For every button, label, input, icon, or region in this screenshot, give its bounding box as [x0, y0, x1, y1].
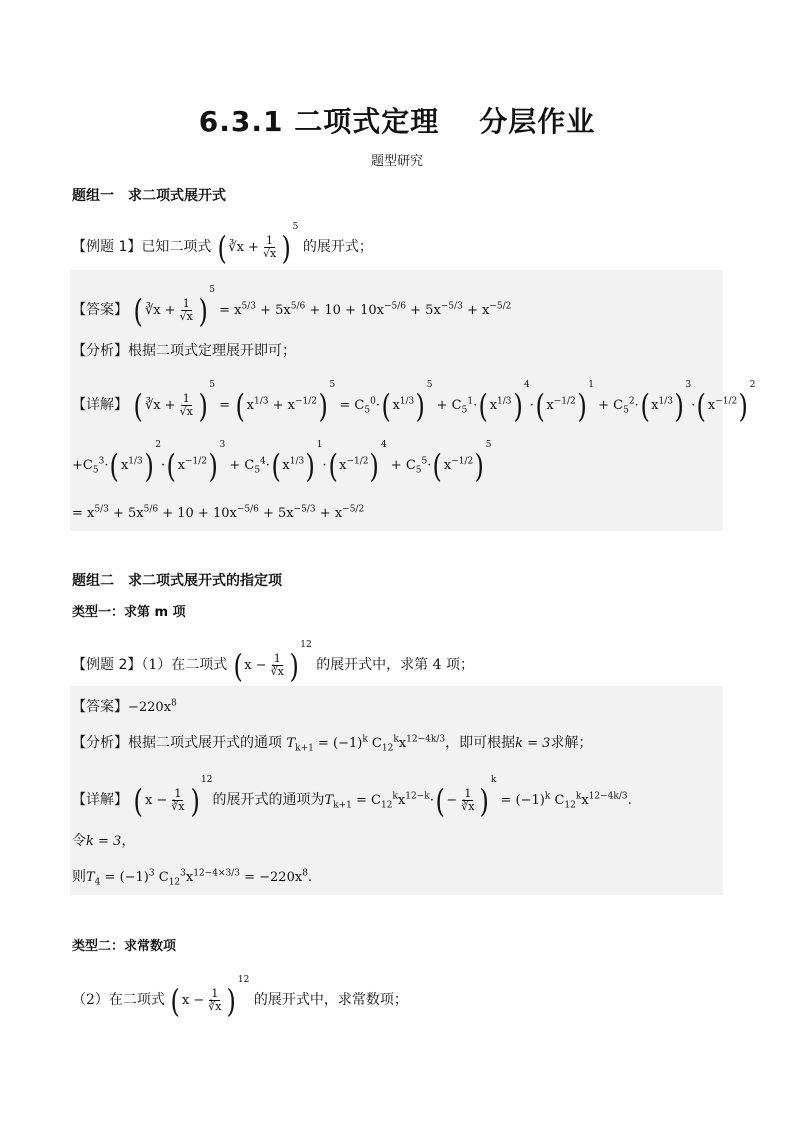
- analysis2-tag: 【分析】: [72, 735, 128, 751]
- answer2-tag: 【答案】: [72, 699, 128, 715]
- then-text: 则: [72, 869, 86, 885]
- detail1-line3: [72, 505, 364, 521]
- example2-tail: 的展开式中，求第 4 项；: [316, 657, 474, 673]
- type1-heading: 类型一：求第 m 项: [72, 605, 186, 620]
- analysis2-text: 根据二项式展开式的通项: [128, 735, 282, 751]
- analysis2-line: [72, 732, 592, 754]
- then-formula: $T_4 = (-1)^3$ $C_{12}^3x^{12-4\times 3/3} = -220x^8$.: [86, 868, 313, 888]
- detail2-formula-b: $T_{k+1} = C_{12}^kx^{12-k}\cdot$( − $\frac{1}{∛x}$ )$^k = (-1)^k$ $C_{12}^kx^{12-4k/3}$.: [324, 775, 632, 820]
- analysis2-end: 求解；: [550, 735, 593, 751]
- title-right: 分层作业: [479, 105, 596, 138]
- then-line: [72, 866, 312, 888]
- detail2-tag: 【详解】: [72, 792, 128, 808]
- question2-tail: 的展开式中，求常数项；: [253, 992, 408, 1008]
- detail2-text: 的展开式的通项为: [212, 792, 325, 808]
- analysis1-line: [72, 340, 296, 360]
- detail2-line: [72, 775, 632, 820]
- group1-heading: 题组一 求二项式展开式: [72, 188, 226, 204]
- page-subtitle: 题型研究: [370, 154, 423, 169]
- answer1-tag: 【答案】: [72, 302, 128, 318]
- let-end: ，: [121, 833, 136, 849]
- analysis2-formula: $T_{k+1} = (-1)^k$ $C_{12}^kx^{12-4k/3}$: [286, 734, 446, 754]
- example1-line: [72, 222, 373, 267]
- let-line: [72, 830, 135, 850]
- group2-heading: 题组二 求二项式展开式的指定项: [72, 573, 282, 589]
- answer1-formula: ( ∛x + $\frac{1}{√x}$ )$^5 = x^{5/3} + 5x^{5/6} + 10 + 10x^{-5/6} + 5x^{-5/3} + x^{-5/2}$: [134, 285, 512, 330]
- detail1-formula-1: ( ∛x + $\frac{1}{√x}$ )$^5$ = ( $x^{1/3} + x^{-1/2})^5 = C_5^0\cdot$( $x^{1/3})^5 + C_5^1\cdot$( $x^{1/3})^4\cdot$( $x^{-1/2})^1 + C_5^2\cdot$( $x^{1/3})^3\cdot$( $x^{-1/2})^2$: [134, 380, 756, 425]
- example1-text: 已知二项式: [141, 239, 212, 255]
- analysis2-k: k = 3: [515, 736, 551, 751]
- example2-tag: 【例题 2】: [72, 657, 142, 673]
- page-title: [0, 100, 794, 140]
- analysis1-tag: 【分析】: [72, 343, 128, 359]
- example1-tag: 【例题 1】: [72, 239, 142, 255]
- example2-text: （1）在二项式: [141, 657, 228, 673]
- detail1-line1: [72, 380, 756, 425]
- question2-text: （2）在二项式: [72, 992, 165, 1008]
- question2-formula: ( x − $\frac{1}{∛x}$ )$^{12}$: [170, 975, 250, 1020]
- detail1-tag: 【详解】: [72, 397, 128, 413]
- detail1-formula-3: = $x^{5/3} + 5x^{5/6} + 10 + 10x^{-5/6} + 5x^{-5/3} + x^{-5/2}$: [72, 505, 365, 522]
- let-k: k = 3: [86, 834, 122, 849]
- analysis2-tail: ，即可根据: [445, 735, 516, 751]
- detail1-formula-2: $+C_5^3\cdot$( $x^{1/3})^2\cdot$( $x^{-1/2})^3 + C_5^4\cdot$( $x^{1/3})^1\cdot$( $x^{-1/2})^4 + C_5^5\cdot$( $x^{-1/2})^5$: [72, 440, 492, 485]
- analysis1-text: 根据二项式定理展开即可；: [128, 343, 296, 359]
- example2-formula: ( x − $\frac{1}{∛x}$ )$^{12}$: [233, 640, 312, 685]
- example2-line: [72, 640, 474, 685]
- example1-tail: 的展开式；: [302, 239, 373, 255]
- title-left: 6.3.1 二项式定理: [198, 105, 440, 138]
- detail1-line2: [72, 440, 492, 485]
- type2-heading: 类型二：求常数项: [72, 939, 177, 954]
- detail2-formula-a: ( x − $\frac{1}{∛x}$ )$^{12}$: [134, 775, 213, 820]
- answer2-value: $-220x^8$: [128, 698, 177, 715]
- let-text: 令: [72, 833, 86, 849]
- answer2-line: [72, 696, 177, 716]
- example1-formula: ( ∛x + $\frac{1}{√x}$ )$^5$: [217, 222, 299, 267]
- answer1-line: [72, 285, 512, 330]
- question2-line: [72, 975, 408, 1020]
